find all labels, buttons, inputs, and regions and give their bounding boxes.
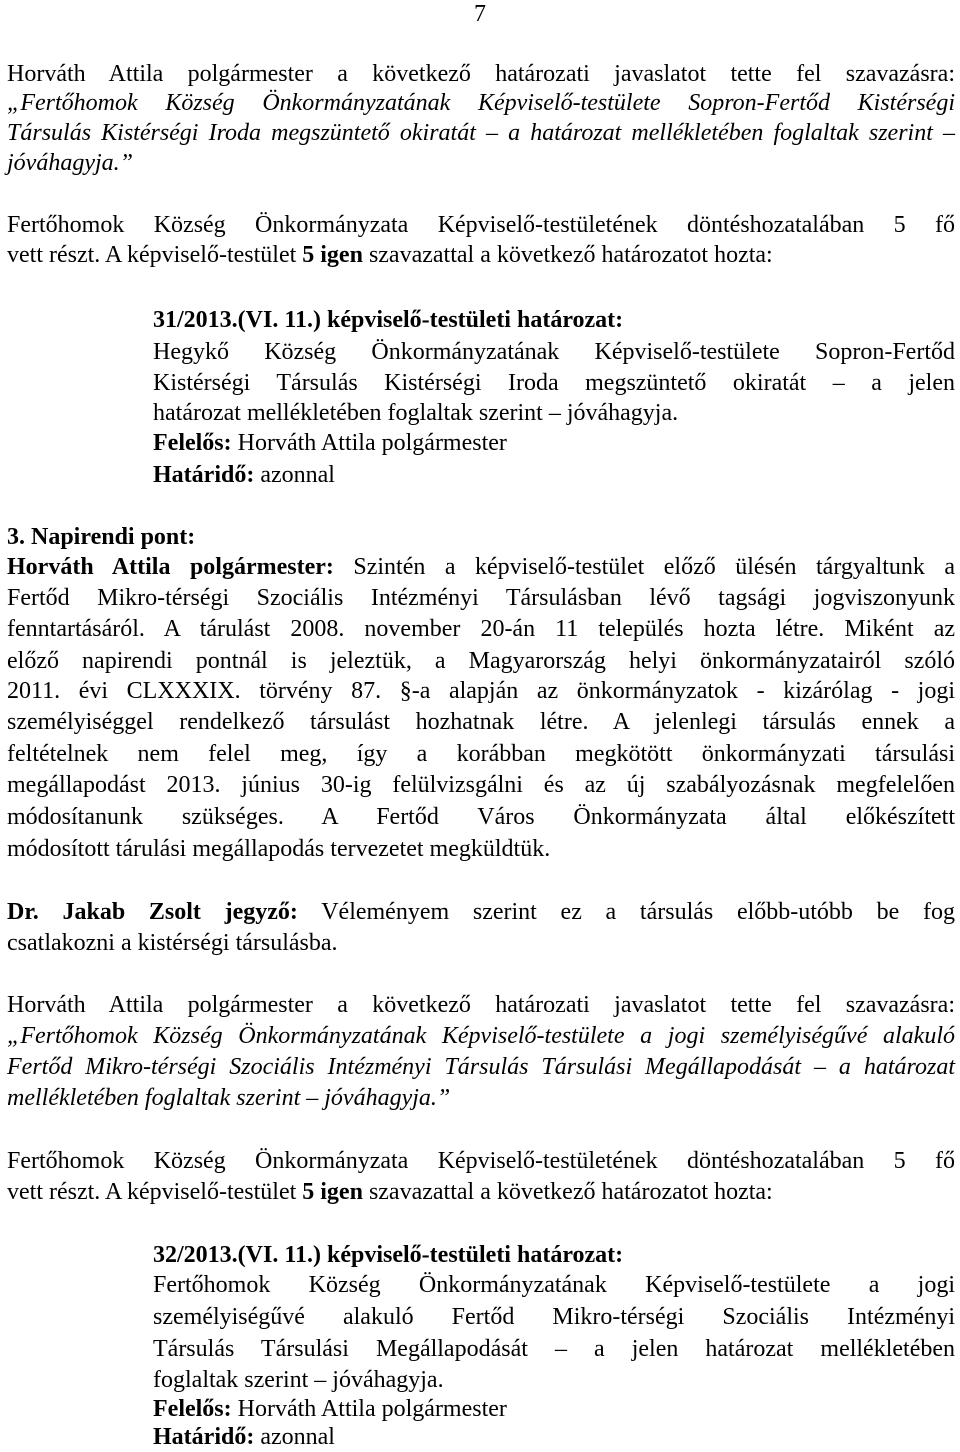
speech-line: előző napirendi pontnál is jeleztük, a Magyarország helyi önkormányzatairól szóló [7, 648, 955, 674]
deadline-label: Határidő: [153, 1424, 255, 1450]
speech-line: személyiséggel rendelkező társulást hozhatnak létre. A jelenlegi társulás ennek a [7, 709, 955, 735]
resolution-title: 32/2013.(VI. 11.) képviselő-testületi határozat: [153, 1242, 624, 1268]
resolution-responsible [153, 1397, 955, 1421]
vote-summary-line: Fertőhomok Község Önkormányzata Képviselő-testületének döntéshozatalában 5 fő [7, 1148, 955, 1174]
vote-text: szavazattal a következő határozatot hozta: [368, 242, 773, 268]
deadline-value: azonnal [260, 462, 335, 488]
resolution-text-line: határozat mellékletében foglaltak szerint – jóváhagyja. [153, 400, 679, 426]
vote-text: szavazattal a következő határozatot hozta: [368, 1179, 773, 1205]
notary-speech-line [7, 900, 955, 924]
speech-line: 2011. évi CLXXXIX. törvény 87. §-a alapján az önkormányzatok - kizárólag - jogi [7, 678, 955, 704]
proposal-intro: Horváth Attila polgármester a következő határozati javaslatot tette fel szavazásra: [7, 61, 955, 87]
proposal-text-line: „Fertőhomok Község Önkormányzatának Képviselő-testülete a jogi személyiségűvé alakuló [7, 1023, 955, 1049]
notary-name: Dr. Jakab Zsolt jegyző: [7, 899, 298, 925]
resolution-text-line: személyiségűvé alakuló Fertőd Mikro-térségi Szociális Intézményi [153, 1304, 955, 1330]
resolution-deadline [153, 463, 955, 487]
speech-line: módosítanunk szükséges. A Fertőd Város Önkormányzata által előkészített [7, 804, 955, 830]
resolution-text-line: foglaltak szerint – jóváhagyja. [153, 1367, 444, 1393]
vote-text: vett részt. A képviselő-testület [7, 242, 297, 268]
vote-summary-line: Fertőhomok Község Önkormányzata Képviselő-testületének döntéshozatalában 5 fő [7, 212, 955, 238]
responsible-person: Horváth Attila polgármester [237, 1396, 507, 1422]
proposal-text-line: jóváhagyja.” [7, 150, 133, 176]
notary-text: Véleményem szerint ez a társulás előbb-utóbb be fog [321, 899, 955, 925]
speaker-name: Horváth Attila polgármester: [7, 554, 334, 580]
responsible-label: Felelős: [153, 1396, 232, 1422]
vote-summary-line [7, 243, 955, 267]
vote-summary-line [7, 1180, 955, 1204]
agenda-item-heading: 3. Napirendi pont: [7, 524, 196, 550]
resolution-text-line: Társulás Társulási Megállapodását – a jelen határozat mellékletében [153, 1336, 955, 1362]
resolution-deadline [153, 1425, 955, 1449]
vote-count: 5 igen [302, 1179, 363, 1205]
page-number: 7 [474, 1, 486, 27]
speech-line: módosított tárulási megállapodás tervezetet megküldtük. [7, 836, 551, 862]
resolution-responsible [153, 431, 955, 455]
speech-line [7, 555, 955, 579]
responsible-person: Horváth Attila polgármester [237, 430, 507, 456]
resolution-text-line: Fertőhomok Község Önkormányzatának Képviselő-testülete a jogi [153, 1272, 955, 1298]
speech-line: megállapodást 2013. június 30-ig felülvizsgálni és az új szabályozásnak megfelelően [7, 772, 955, 798]
vote-text: vett részt. A képviselő-testület [7, 1179, 297, 1205]
speech-text: Szintén a képviselő-testület előző ülésén tárgyaltunk a [353, 554, 956, 580]
resolution-text-line: Kistérségi Társulás Kistérségi Iroda megszüntető okiratát – a jelen [153, 370, 955, 396]
speech-line: feltételnek nem felel meg, így a korábban megkötött önkormányzati társulási [7, 741, 955, 767]
proposal-text-line: „Fertőhomok Község Önkormányzatának Képviselő-testülete Sopron-Fertőd Kistérségi [7, 90, 955, 116]
responsible-label: Felelős: [153, 430, 232, 456]
speech-line: fenntartásáról. A tárulást 2008. november 20-án 11 település hozta létre. Miként az [7, 616, 955, 642]
proposal-text-line: Fertőd Mikro-térségi Szociális Intézményi Társulás Társulási Megállapodását – a határozat [7, 1054, 955, 1080]
speech-line: Fertőd Mikro-térségi Szociális Intézményi Társulásban lévő tagsági jogviszonyunk [7, 585, 955, 611]
resolution-text-line: Hegykő Község Önkormányzatának Képviselő-testülete Sopron-Fertőd [153, 339, 955, 365]
notary-speech-line: csatlakozni a kistérségi társulásba. [7, 930, 338, 956]
proposal-text-line: mellékletében foglaltak szerint – jóváhagyja.” [7, 1085, 451, 1111]
proposal-intro: Horváth Attila polgármester a következő határozati javaslatot tette fel szavazásra: [7, 992, 955, 1018]
proposal-text-line: Társulás Kistérségi Iroda megszüntető okiratát – a határozat mellékletében foglaltak szerint – [7, 120, 955, 146]
vote-count: 5 igen [302, 242, 363, 268]
resolution-title: 31/2013.(VI. 11.) képviselő-testületi határozat: [153, 307, 624, 333]
deadline-value: azonnal [260, 1424, 335, 1450]
deadline-label: Határidő: [153, 462, 255, 488]
